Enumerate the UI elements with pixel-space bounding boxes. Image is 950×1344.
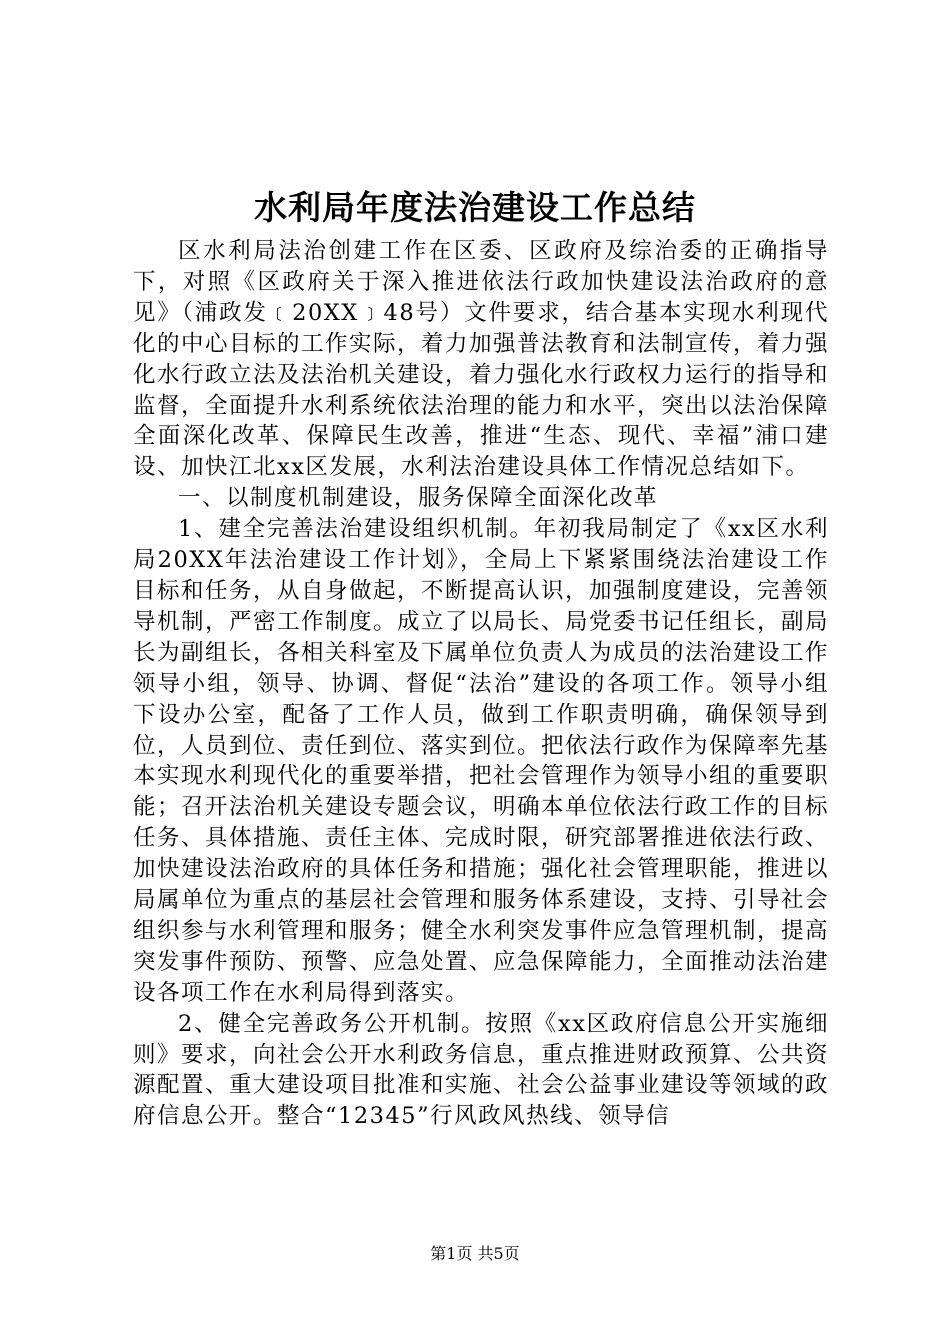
paragraph-intro: 区水利局法治创建工作在区委、区政府及综治委的正确指导下，对照《区政府关于深入推进依法行政加快建设法治政府的意见》（浦政发﹝20XX﹞48号）文件要求，结合基本实现水利现代化的中心目标的工作实际，着力加强普法教育和法制宣传，着力强化水行政立法及法治机关建设，着力强化水行政权力运行的指导和监督，全面提升水利系统依法治理的能力和水平，突出以法治保障全面深化改革、保障民生改善，推进“生态、现代、幸福”浦口建设、加快江北xx区发展，水利法治建设具体工作情况总结如下。 <box>133 238 830 481</box>
paragraph-item-2: 2、健全完善政务公开机制。按照《xx区政府信息公开实施细则》要求，向社会公开水利政务信息，重点推进财政预算、公共资源配置、重大建设项目批准和实施、社会公益事业建设等领域的政府信息公开。整合“12345”行风政风热线、领导信 <box>133 1010 830 1130</box>
section-heading-1: 一、以制度机制建设，服务保障全面深化改革 <box>178 485 659 512</box>
page-footer: 第1页 共5页 <box>430 1244 520 1263</box>
document-body <box>133 236 829 1132</box>
paragraph-item-1: 1、建全完善法治建设组织机制。年初我局制定了《xx区水利局20XX年法治建设工作计划》，全局上下紧紧围绕法治建设工作目标和任务，从自身做起，不断提高认识，加强制度建设，完善领导机制，严密工作制度。成立了以局长、局党委书记任组长，副局长为副组长，各相关科室及下属单位负责人为成员的法治建设工作领导小组，领导、协调、督促“法治”建设的各项工作。领导小组下设办公室，配备了工作人员，做到工作职责明确，确保领导到位，人员到位、责任到位、落实到位。把依法行政作为保障率先基本实现水利现代化的重要举措，把社会管理作为领导小组的重要职能；召开法治机关建设专题会议，明确本单位依法行政工作的目标任务、具体措施、责任主体、完成时限，研究部署推进依法行政、加快建设法治政府的具体任务和措施；强化社会管理职能，推进以局属单位为重点的基层社会管理和服务体系建设，支持、引导社会组织参与水利管理和服务；健全水利突发事件应急管理机制，提高突发事件预防、预警、应急处置、应急保障能力，全面推动法治建设各项工作在水利局得到落实。 <box>133 516 830 1006</box>
document-title: 水利局年度法治建设工作总结 <box>254 188 696 227</box>
